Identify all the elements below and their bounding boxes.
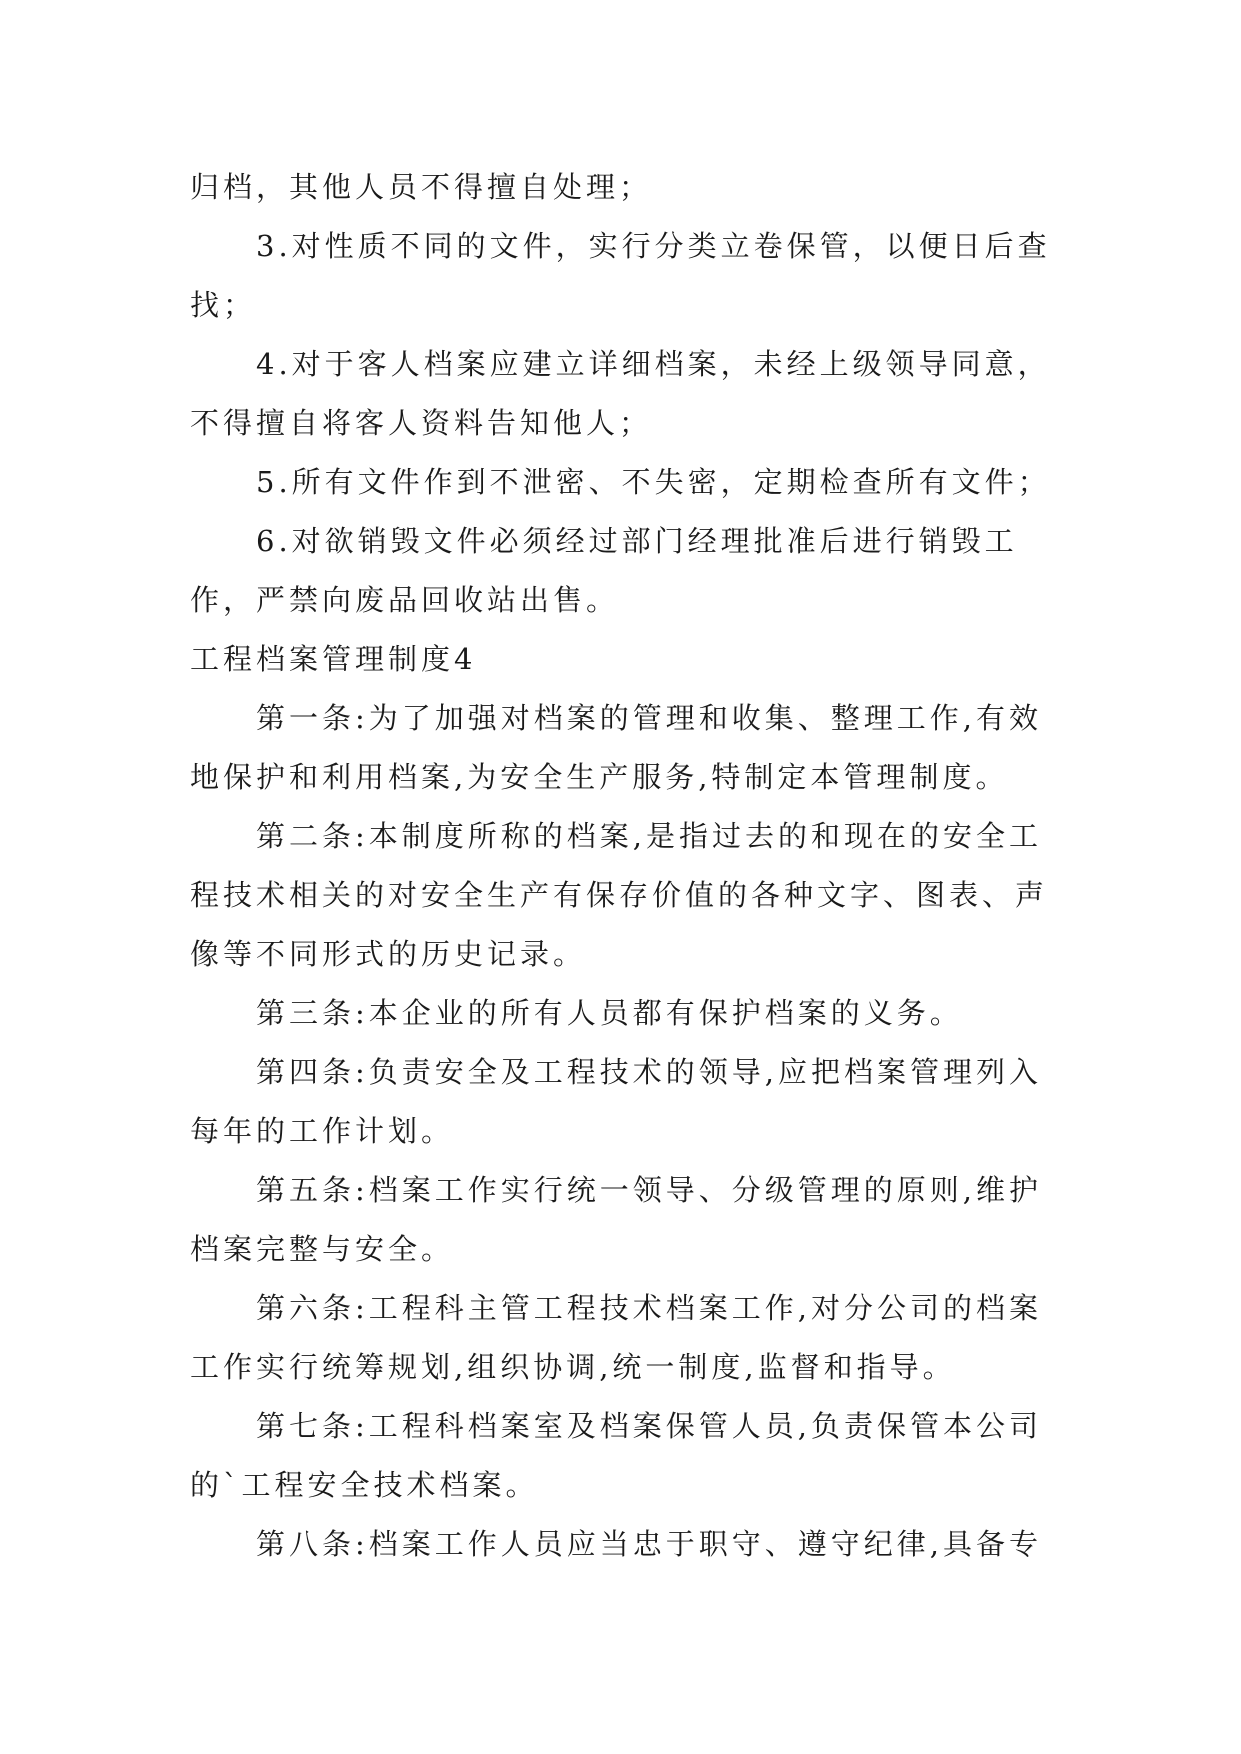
text-line: 归档，其他人员不得擅自处理； — [190, 170, 653, 204]
text-line: 3.对性质不同的文件，实行分类立卷保管，以便日后查 — [256, 229, 1051, 263]
text-line: 找； — [190, 288, 257, 322]
text-line: 程技术相关的对安全生产有保存价值的各种文字、图表、声 — [190, 878, 1049, 912]
text-line: 第二条:本制度所称的档案,是指过去的和现在的安全工 — [256, 819, 1042, 853]
text-line: 第一条:为了加强对档案的管理和收集、整理工作,有效 — [256, 701, 1042, 735]
text-line: 的`工程安全技术档案。 — [190, 1468, 539, 1502]
text-line: 第三条:本企业的所有人员都有保护档案的义务。 — [256, 996, 963, 1030]
text-line: 作，严禁向废品回收站出售。 — [190, 583, 620, 617]
text-line: 工作实行统筹规划,组织协调,统一制度,监督和指导。 — [190, 1350, 956, 1384]
text-line: 第八条:档案工作人员应当忠于职守、遵守纪律,具备专 — [256, 1527, 1042, 1561]
text-line: 每年的工作计划。 — [190, 1114, 455, 1148]
text-line: 4.对于客人档案应建立详细档案，未经上级领导同意， — [256, 347, 1051, 381]
text-line: 6.对欲销毁文件必须经过部门经理批准后进行销毁工 — [256, 524, 1018, 558]
text-line: 第七条:工程科档案室及档案保管人员,负责保管本公司 — [256, 1409, 1042, 1443]
text-line: 第五条:档案工作实行统一领导、分级管理的原则,维护 — [256, 1173, 1042, 1207]
text-line: 5.所有文件作到不泄密、不失密，定期检查所有文件； — [256, 465, 1051, 499]
text-line: 档案完整与安全。 — [190, 1232, 455, 1266]
text-line: 第四条:负责安全及工程技术的领导,应把档案管理列入 — [256, 1055, 1042, 1089]
document-body — [190, 158, 1058, 1574]
text-line: 不得擅自将客人资料告知他人； — [190, 406, 653, 440]
text-line: 第六条:工程科主管工程技术档案工作,对分公司的档案 — [256, 1291, 1042, 1325]
text-line: 地保护和利用档案,为安全生产服务,特制定本管理制度。 — [190, 760, 1009, 794]
text-line: 像等不同形式的历史记录。 — [190, 937, 587, 971]
section-heading: 工程档案管理制度4 — [190, 642, 477, 676]
